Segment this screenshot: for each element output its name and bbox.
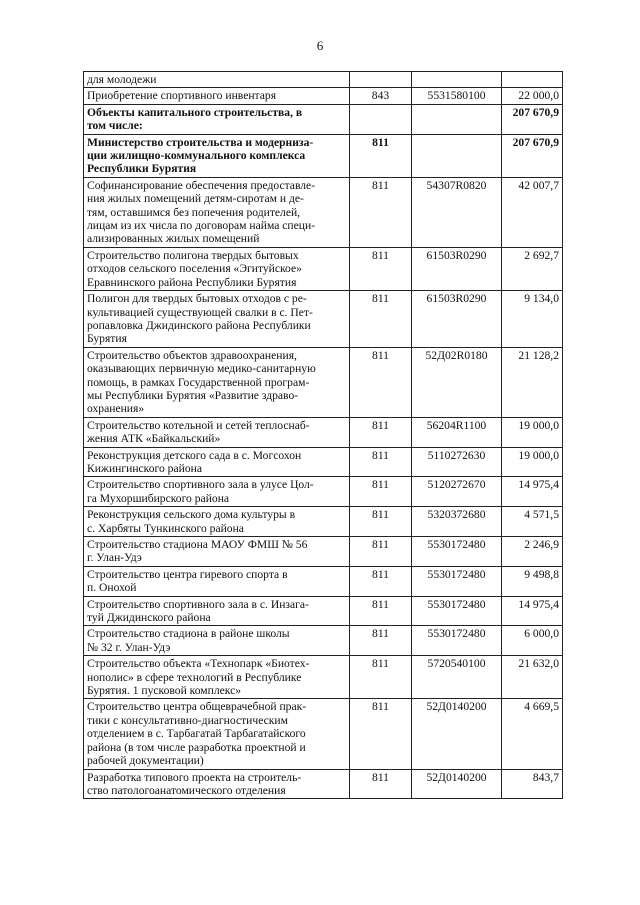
ministry-code-cell: 811 (350, 507, 412, 537)
target-article-cell: 5320372680 (412, 507, 502, 537)
table-row (84, 537, 563, 567)
item-name-cell: Софинансирование обеспечения предоставле- ния жилых помещений детям-сиротам и де- тям, оставшимся без попечения родителей, лицам из их числа по договорам найма специ- ализированных жилых помещений (84, 177, 350, 247)
item-name-cell: Строительство котельной и сетей теплоснаб- жения АТК «Байкальский» (84, 417, 350, 447)
amount-cell: 42 007,7 (502, 177, 563, 247)
target-article-cell: 52Д02R0180 (412, 347, 502, 417)
amount-cell: 22 000,0 (502, 88, 563, 104)
table-row (84, 247, 563, 290)
amount-cell: 21 632,0 (502, 656, 563, 699)
budget-table-body (84, 72, 563, 799)
amount-cell: 19 000,0 (502, 447, 563, 477)
target-article-cell: 5530172480 (412, 596, 502, 626)
target-article-cell (412, 134, 502, 177)
page-number: 6 (316, 38, 324, 53)
item-name-cell: Реконструкция сельского дома культуры в с. Харбяты Тункинского района (84, 507, 350, 537)
table-row (84, 507, 563, 537)
ministry-code-cell: 811 (350, 537, 412, 567)
target-article-cell: 54307R0820 (412, 177, 502, 247)
amount-cell: 14 975,4 (502, 477, 563, 507)
item-name-cell: Полигон для твердых бытовых отходов с ре- культивацией существующей свалки в с. Пет- ропавловка Джидинского района Республики Бурятия (84, 291, 350, 348)
target-article-cell: 5120272670 (412, 477, 502, 507)
amount-cell: 2 692,7 (502, 247, 563, 290)
target-article-cell: 5110272630 (412, 447, 502, 477)
amount-cell: 21 128,2 (502, 347, 563, 417)
target-article-cell: 5530172480 (412, 537, 502, 567)
table-row (84, 596, 563, 626)
item-name-cell: Строительство стадиона в районе школы № 32 г. Улан-Удэ (84, 626, 350, 656)
ministry-code-cell: 811 (350, 699, 412, 769)
item-name-cell: Строительство стадиона МАОУ ФМШ № 56 г. Улан-Удэ (84, 537, 350, 567)
amount-cell: 14 975,4 (502, 596, 563, 626)
item-name-cell: Строительство спортивного зала в с. Инзага- туй Джидинского района (84, 596, 350, 626)
amount-cell: 9 134,0 (502, 291, 563, 348)
ministry-code-cell (350, 104, 412, 134)
ministry-code-cell: 811 (350, 769, 412, 799)
item-name-cell: Строительство полигона твердых бытовых отходов сельского поселения «Эгитуйское» Еравнинского района Республики Бурятия (84, 247, 350, 290)
ministry-code-cell: 811 (350, 247, 412, 290)
amount-cell: 4 571,5 (502, 507, 563, 537)
ministry-code-cell: 843 (350, 88, 412, 104)
item-name-cell: Строительство объектов здравоохранения, оказывающих первичную медико-санитарную помощь, в рамках Государственной програм- мы Республики Бурятия «Развитие здраво- охранения» (84, 347, 350, 417)
table-row (84, 177, 563, 247)
target-article-cell: 61503R0290 (412, 247, 502, 290)
ministry-code-cell: 811 (350, 566, 412, 596)
ministry-code-cell: 811 (350, 656, 412, 699)
ministry-code-cell: 811 (350, 177, 412, 247)
item-name-cell: Строительство центра гиревого спорта в п. Онохой (84, 566, 350, 596)
table-row (84, 566, 563, 596)
table-row (84, 134, 563, 177)
table-row (84, 88, 563, 104)
amount-cell: 2 246,9 (502, 537, 563, 567)
amount-cell: 4 669,5 (502, 699, 563, 769)
table-row (84, 347, 563, 417)
target-article-cell: 61503R0290 (412, 291, 502, 348)
amount-cell: 9 498,8 (502, 566, 563, 596)
amount-cell: 19 000,0 (502, 417, 563, 447)
target-article-cell (412, 72, 502, 88)
amount-cell (502, 72, 563, 88)
target-article-cell: 5530172480 (412, 566, 502, 596)
target-article-cell: 52Д0140200 (412, 769, 502, 799)
target-article-cell: 5531580100 (412, 88, 502, 104)
ministry-code-cell: 811 (350, 447, 412, 477)
target-article-cell: 56204R1100 (412, 417, 502, 447)
ministry-code-cell: 811 (350, 417, 412, 447)
table-row (84, 626, 563, 656)
amount-cell: 207 670,9 (502, 134, 563, 177)
table-row (84, 699, 563, 769)
amount-cell: 6 000,0 (502, 626, 563, 656)
budget-table (83, 71, 563, 799)
ministry-code-cell: 811 (350, 134, 412, 177)
item-name-cell: для молодежи (84, 72, 350, 88)
table-row (84, 72, 563, 88)
amount-cell: 207 670,9 (502, 104, 563, 134)
item-name-cell: Строительство центра общеврачебной прак- тики с консультативно-диагностическим отделением в с. Тарбагатай Тарбагатайского района (в том числе разработка проектной и рабочей документации) (84, 699, 350, 769)
table-row (84, 769, 563, 799)
ministry-code-cell (350, 72, 412, 88)
item-name-cell: Разработка типового проекта на строитель- ство патологоанатомического отделения (84, 769, 350, 799)
target-article-cell: 5530172480 (412, 626, 502, 656)
table-row (84, 104, 563, 134)
ministry-code-cell: 811 (350, 626, 412, 656)
item-name-cell: Министерство строительства и модерниза- ции жилищно-коммунального комплекса Республики Бурятия (84, 134, 350, 177)
item-name-cell: Реконструкция детского сада в с. Могсохон Кижингинского района (84, 447, 350, 477)
item-name-cell: Строительство спортивного зала в улусе Цол- га Мухоршибирского района (84, 477, 350, 507)
item-name-cell: Строительство объекта «Технопарк «Биотех- нополис» в сфере технологий в Республике Бурятия. 1 пусковой комплекс» (84, 656, 350, 699)
table-row (84, 291, 563, 348)
ministry-code-cell: 811 (350, 347, 412, 417)
target-article-cell (412, 104, 502, 134)
table-row (84, 417, 563, 447)
table-row (84, 656, 563, 699)
ministry-code-cell: 811 (350, 477, 412, 507)
item-name-cell: Приобретение спортивного инвентаря (84, 88, 350, 104)
ministry-code-cell: 811 (350, 596, 412, 626)
table-row (84, 477, 563, 507)
amount-cell: 843,7 (502, 769, 563, 799)
target-article-cell: 5720540100 (412, 656, 502, 699)
ministry-code-cell: 811 (350, 291, 412, 348)
item-name-cell: Объекты капитального строительства, в том числе: (84, 104, 350, 134)
target-article-cell: 52Д0140200 (412, 699, 502, 769)
table-row (84, 447, 563, 477)
